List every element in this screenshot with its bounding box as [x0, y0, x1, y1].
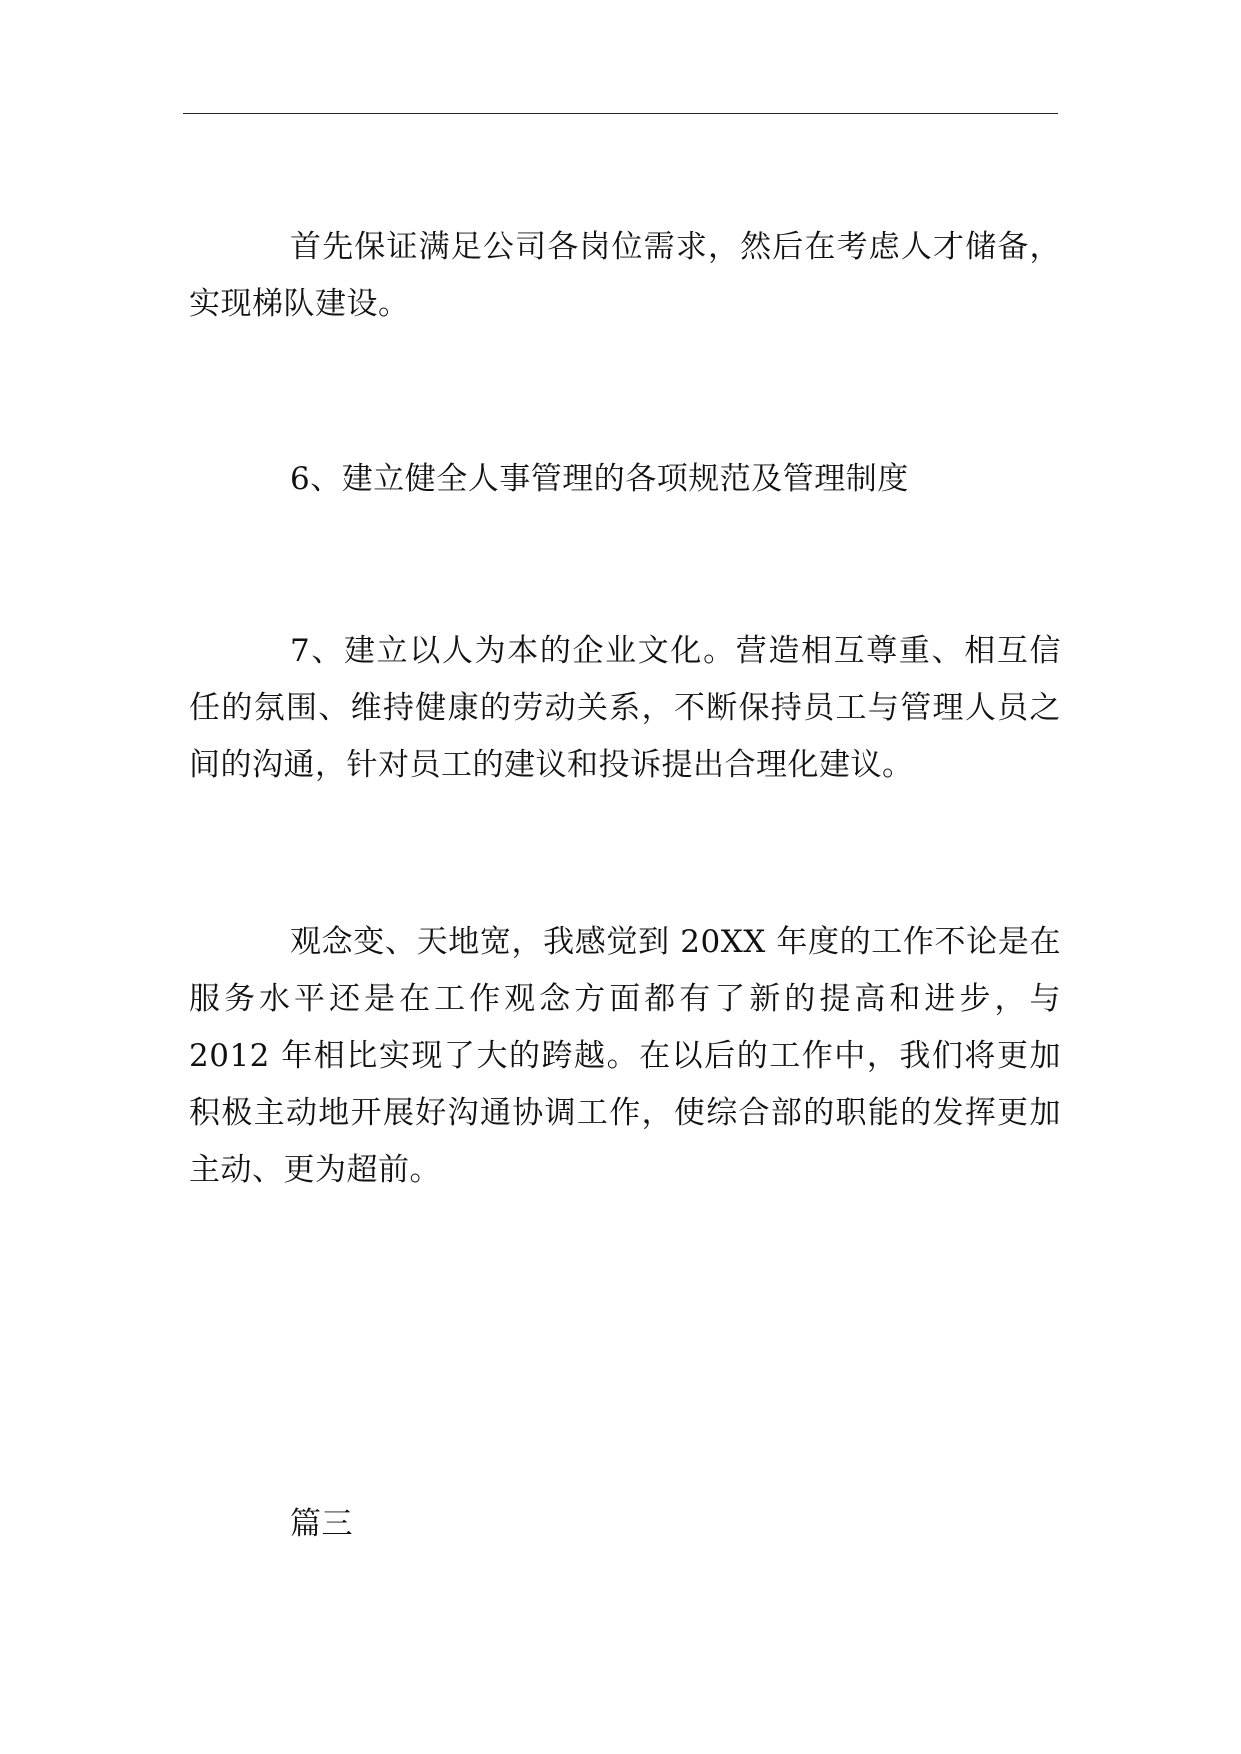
paragraph-talent-reserve: 首先保证满足公司各岗位需求，然后在考虑人才储备，实现梯队建设。	[189, 229, 1061, 322]
header-rule	[183, 113, 1058, 114]
section-heading-part-three: 篇三	[290, 1506, 353, 1542]
paragraph-item-6: 6、建立健全人事管理的各项规范及管理制度	[290, 461, 909, 497]
paragraph-item-7: 7、建立以人为本的企业文化。营造相互尊重、相互信任的氛围、维持健康的劳动关系，不断保持员工与管理人员之间的沟通，针对员工的建议和投诉提出合理化建议。	[189, 633, 1061, 783]
paragraph-summary: 观念变、天地宽，我感觉到 20XX 年度的工作不论是在服务水平还是在工作观念方面都有了新的提高和进步，与 2012 年相比实现了大的跨越。在以后的工作中，我们将更加积极主动地开展好沟通协调工作，使综合部的职能的发挥更加主动、更为超前。	[189, 924, 1061, 1188]
